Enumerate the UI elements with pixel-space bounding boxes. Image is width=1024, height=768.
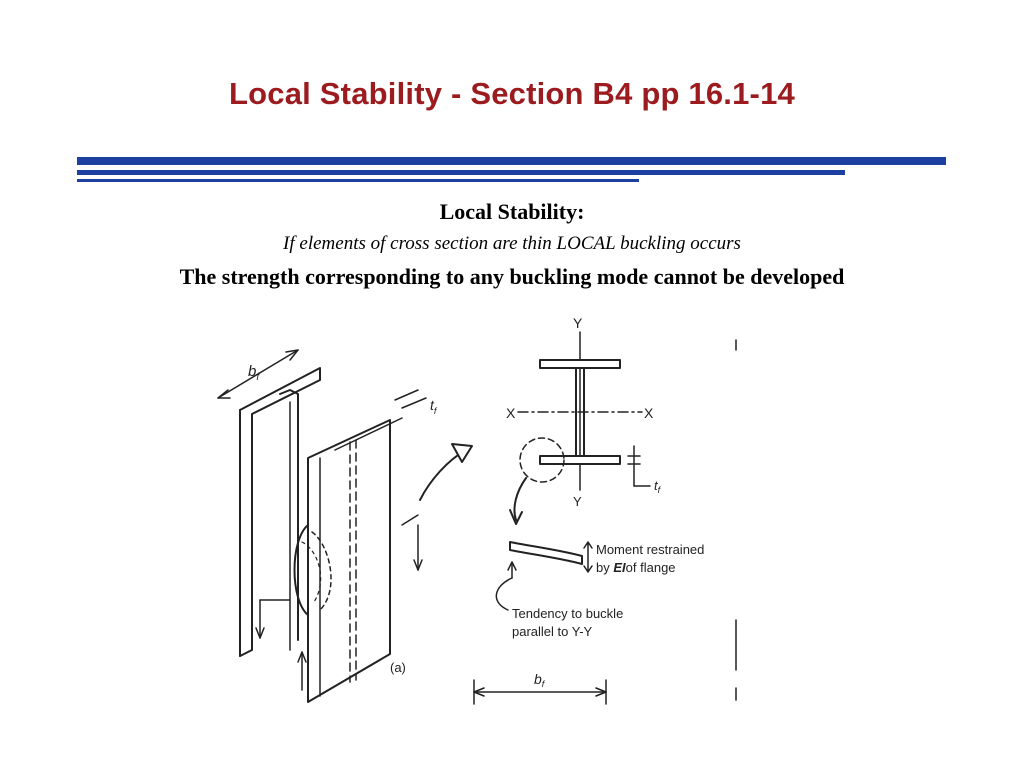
section-subtitle: If elements of cross section are thin LOCAL buckling occurs	[283, 233, 741, 254]
tendency-label-line2: parallel to Y-Y	[512, 624, 593, 639]
label-a: (a)	[390, 660, 406, 675]
moment-label-line2: by EIof flange	[596, 560, 676, 575]
label-x-right: X	[644, 405, 654, 421]
label-tf2: $t_f$	[654, 478, 661, 495]
label-y-bottom: Y	[573, 494, 582, 509]
title-rule-thin	[77, 179, 639, 182]
slide-title: Local Stability - Section B4 pp 16.1-14	[229, 76, 795, 111]
buckling-figure	[190, 310, 750, 710]
title-rule-thick	[77, 157, 946, 165]
title-rule-medium	[77, 170, 845, 175]
label-bf: $b_f$	[248, 363, 260, 383]
label-bf2: $b_f$	[534, 671, 545, 689]
tendency-label-line1: Tendency to buckle	[512, 606, 624, 621]
label-tf: $t_f$	[430, 397, 437, 416]
buckling-diagram	[190, 310, 750, 710]
section-statement: The strength corresponding to any buckling mode cannot be developed	[179, 264, 845, 289]
moment-label-line1: Moment restrained	[596, 542, 705, 557]
label-y-top: Y	[573, 315, 583, 331]
section-heading: Local Stability:	[439, 199, 585, 224]
label-x-left: X	[506, 405, 516, 421]
